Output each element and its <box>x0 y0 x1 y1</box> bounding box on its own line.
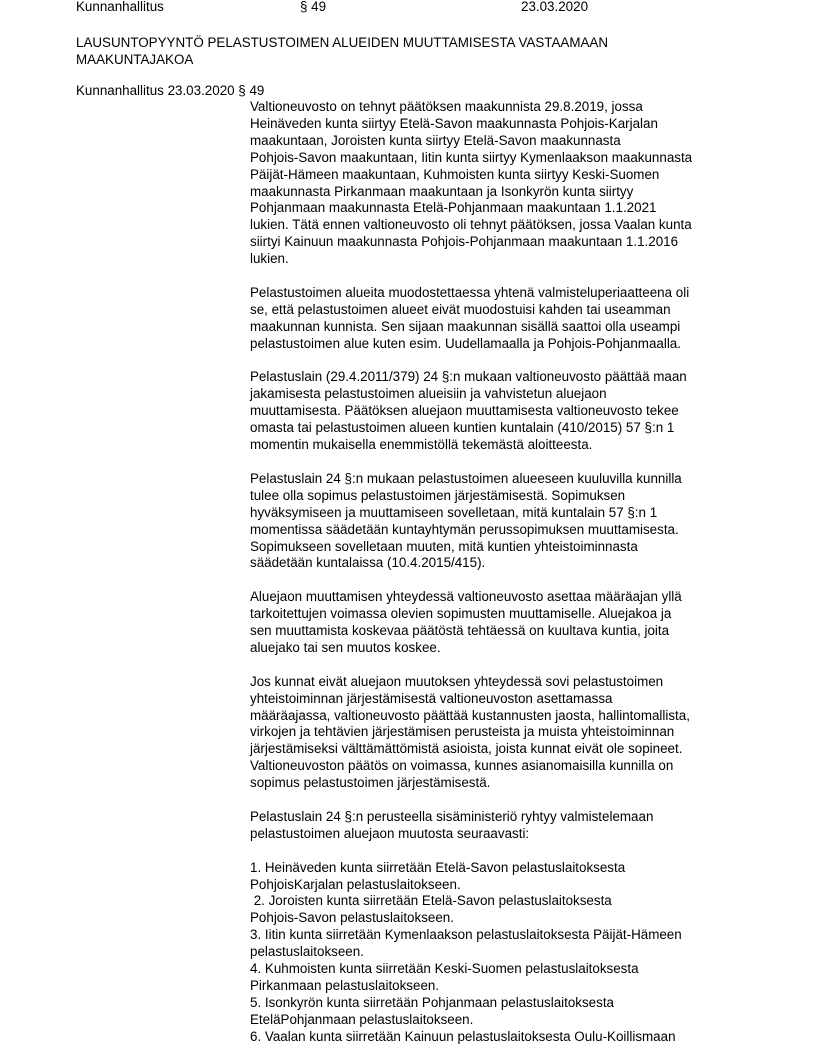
paragraph-line: maakunnasta Pirkanmaan maakuntaan ja Isonkyrön kunta siirtyy <box>250 183 634 199</box>
meeting-reference: Kunnanhallitus 23.03.2020 § 49 <box>76 83 265 98</box>
paragraph-line: pelastustoimen aluejaon muutosta seuraavasti: <box>250 825 530 841</box>
page-header <box>0 0 816 17</box>
list-item-line: 3. Iitin kunta siirretään Kymenlaakson pelastuslaitoksesta Päijät-Hämeen <box>250 927 682 943</box>
paragraph-line: Päijät-Hämeen maakuntaan, Kuhmoisten kunta siirtyy Keski-Suomen <box>250 166 660 182</box>
header-section: § 49 <box>300 0 327 14</box>
paragraph-line: Valtioneuvoston päätös on voimassa, kunnes asianomaisilla kunnilla on <box>250 758 674 774</box>
paragraph-line: jakamisesta pelastustoimen alueisiin ja vahvistetun aluejaon <box>250 386 607 402</box>
paragraph-line: Pelastuslain 24 §:n mukaan pelastustoimen alueeseen kuuluvilla kunnilla <box>250 470 682 486</box>
paragraph-line: järjestämiseksi välttämättömistä asioista, joista kunnat eivät ole sopineet. <box>250 741 683 757</box>
paragraph-line: virkojen ja tehtävien järjestämisen perusteista ja muista yhteistoiminnan <box>250 724 675 740</box>
paragraph-line: lukien. Tätä ennen valtioneuvosto oli tehnyt päätöksen, jossa Vaalan kunta <box>250 217 692 233</box>
title-line: LAUSUNTOPYYNTÖ PELASTUSTOIMEN ALUEIDEN MUUTTAMISESTA VASTAAMAAN <box>76 35 609 50</box>
list-item-line: 5. Isonkyrön kunta siirretään Pohjanmaan pelastuslaitoksesta <box>250 994 614 1010</box>
list-item-line: Pohjois-Savon pelastuslaitokseen. <box>250 910 454 926</box>
paragraph-line: Pelastuslain 24 §:n perusteella sisäministeriö ryhtyy valmistelemaan <box>250 808 654 824</box>
list-item-line: pelastuslaitokseen. <box>250 944 364 960</box>
body-paragraph <box>250 99 750 268</box>
body-paragraph <box>250 809 750 843</box>
paragraph-line: sen muuttamista koskevaa päätöstä tehtäessä on kuultava kuntia, joita <box>250 623 670 639</box>
transfer-list <box>250 860 750 1046</box>
body-paragraph <box>250 369 750 454</box>
list-item-line: 2. Joroisten kunta siirretään Etelä-Savon pelastuslaitoksesta <box>250 893 612 909</box>
paragraph-line: Pohjanmaan maakunnasta Etelä-Pohjanmaan maakuntaan 1.1.2021 <box>250 200 657 216</box>
paragraph-line: muuttamisesta. Päätöksen aluejaon muuttamisesta valtioneuvosto tekee <box>250 403 679 419</box>
list-item-line: 1. Heinäveden kunta siirretään Etelä-Savon pelastuslaitoksesta <box>250 859 626 875</box>
paragraph-line: sopimus pelastustoimen järjestämisestä. <box>250 775 491 791</box>
paragraph-line: aluejako tai sen muutos koskee. <box>250 639 441 655</box>
document-body <box>250 99 750 1046</box>
paragraph-line: maakunnan kunnista. Sen sijaan maakunnan sisällä saattoi olla useampi <box>250 318 681 334</box>
paragraph-line: Pelastustoimen alueita muodostettaessa yhtenä valmisteluperiaatteena oli <box>250 284 690 300</box>
paragraph-line: Pohjois-Savon maakuntaan, Iitin kunta siirtyy Kymenlaakson maakunnasta <box>250 149 693 165</box>
paragraph-line: Heinäveden kunta siirtyy Etelä-Savon maakunnasta Pohjois-Karjalan <box>250 115 658 131</box>
paragraph-line: Sopimukseen sovelletaan muuten, mitä kuntien yhteistoiminnasta <box>250 538 638 554</box>
list-item-line: 4. Kuhmoisten kunta siirretään Keski-Suomen pelastuslaitoksesta <box>250 961 639 977</box>
title-line: MAAKUNTAJAKOA <box>76 51 194 67</box>
paragraph-line: pelastustoimen alue kuten esim. Uudellamaalla ja Pohjois-Pohjanmaalla. <box>250 335 681 351</box>
paragraph-line: säädetään kuntalaissa (10.4.2015/415). <box>250 555 486 571</box>
paragraph-line: siirtyi Kainuun maakunnasta Pohjois-Pohjanmaan maakuntaan 1.1.2016 <box>250 234 679 250</box>
header-date: 23.03.2020 <box>521 0 589 14</box>
list-item-line: EteläPohjanmaan pelastuslaitokseen. <box>250 1011 474 1027</box>
paragraph-line: lukien. <box>250 251 289 267</box>
list-item-line: PohjoisKarjalan pelastuslaitokseen. <box>250 876 461 892</box>
paragraph-line: momentin mukaisella enemmistöllä tekemästä aloitteesta. <box>250 437 593 453</box>
paragraph-line: Aluejaon muuttamisen yhteydessä valtioneuvosto asettaa määräajan yllä <box>250 589 682 605</box>
paragraph-line: tarkoitettujen voimassa olevien sopimusten muuttamiselle. Aluejakoa ja <box>250 606 672 622</box>
paragraph-line: momentissa säädetään kuntayhtymän perussopimuksen muuttamisesta. <box>250 521 679 537</box>
body-paragraph <box>250 589 750 657</box>
paragraph-line: määräajassa, valtioneuvosto päättää kustannusten jaosta, hallintomallista, <box>250 707 690 723</box>
paragraph-line: maakuntaan, Joroisten kunta siirtyy Etelä-Savon maakunnasta <box>250 132 621 148</box>
body-paragraph <box>250 285 750 353</box>
paragraph-line: Jos kunnat eivät aluejaon muutoksen yhteydessä sovi pelastustoimen <box>250 673 664 689</box>
paragraph-line: yhteistoiminnan järjestämisestä valtioneuvoston asettamassa <box>250 690 613 706</box>
paragraph-line: tulee olla sopimus pelastustoimen järjestämisestä. Sopimuksen <box>250 487 626 503</box>
body-paragraph <box>250 674 750 792</box>
paragraph-line: omasta tai pelastustoimen alueen kuntien kuntalain (410/2015) 57 §:n 1 <box>250 420 675 436</box>
paragraph-line: hyväksymiseen ja muuttamiseen sovelletaan, mitä kuntalain 57 §:n 1 <box>250 504 658 520</box>
document-title <box>76 35 716 68</box>
body-paragraph <box>250 471 750 572</box>
paragraph-line: Valtioneuvosto on tehnyt päätöksen maakunnista 29.8.2019, jossa <box>250 99 643 114</box>
list-item-line: 6. Vaalan kunta siirretään Kainuun pelastuslaitoksesta Oulu-Koillismaan <box>250 1028 676 1044</box>
header-body: Kunnanhallitus <box>76 0 164 14</box>
paragraph-line: Pelastuslain (29.4.2011/379) 24 §:n mukaan valtioneuvosto päättää maan <box>250 369 687 385</box>
list-item-line: Pirkanmaan pelastuslaitokseen. <box>250 978 440 994</box>
paragraph-line: se, että pelastustoimen alueet eivät muodostuisi kahden tai useamman <box>250 301 671 317</box>
